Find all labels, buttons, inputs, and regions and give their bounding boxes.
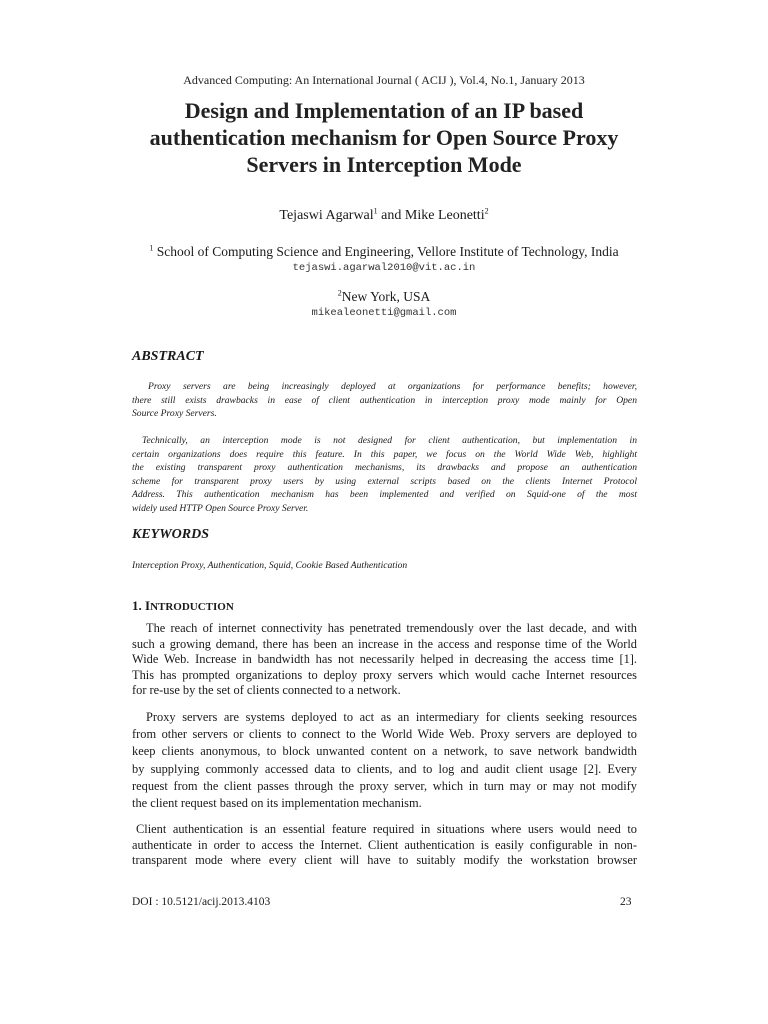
text-line: by supplying commonly accessed data to clients, and to log and audit client usage [2]. Every	[132, 761, 637, 776]
text-line: the existing transparent proxy authentication mechanisms, its drawbacks and propose an authentication	[132, 462, 637, 474]
doi-footer: DOI : 10.5121/acij.2013.4103	[132, 896, 271, 908]
keywords-heading: KEYWORDS	[132, 527, 210, 542]
title-line: authentication mechanism for Open Source Proxy	[149, 125, 619, 150]
text-line: request from the client passes through the proxy server, which in turn may or may not modify	[132, 778, 637, 793]
affiliation	[0, 289, 768, 305]
text-line: scheme for transparent proxy users by using external scripts based on the clients Internet Protocol	[132, 475, 637, 487]
affiliation-mark: 1	[149, 243, 154, 253]
abstract-paragraph	[132, 434, 637, 516]
author-affiliation-mark: 2	[484, 206, 489, 216]
author-affiliation-mark: 1	[373, 206, 378, 216]
abstract-paragraph	[132, 380, 637, 421]
author-email: tejaswi.agarwal2010@vit.ac.in	[292, 262, 476, 274]
text-line: This has prompted organizations to deploy proxy servers which would cache Internet resources	[132, 667, 637, 682]
author-name: Mike Leonetti	[404, 208, 485, 223]
body-paragraph	[132, 709, 637, 812]
text-line: Client authentication is an essential feature required in situations where users would need to	[136, 822, 637, 836]
text-line: from other servers or clients to connect to the World Wide Web. Proxy servers are deployed to	[132, 727, 637, 742]
section-heading	[132, 598, 234, 614]
affiliation-mark: 2	[337, 288, 342, 298]
journal-header: Advanced Computing: An International Journal ( ACIJ ), Vol.4, No.1, January 2013	[183, 73, 585, 87]
abstract-heading: ABSTRACT	[132, 349, 204, 364]
keywords-list: Interception Proxy, Authentication, Squid, Cookie Based Authentication	[132, 560, 408, 571]
text-line: such a growing demand, there has been an increase in the access and response time of the World	[132, 636, 637, 651]
text-line: certain organizations does require this feature. In this paper, we focus on the World Wide Web, highlight	[132, 448, 637, 460]
text-line: Proxy servers are being increasingly deployed at organizations for performance benefits; however,	[148, 381, 637, 392]
text-line: transparent mode where every client will have to suitably modify the workstation browser	[132, 853, 637, 867]
text-line: Technically, an interception mode is not designed for client authentication, but implementation in	[142, 435, 637, 446]
section-title: NTRODUCTION	[150, 601, 234, 613]
text-line: Source Proxy Servers.	[132, 408, 217, 420]
affiliation-text: New York, USA	[341, 289, 431, 304]
text-line: the client request based on its implementation mechanism.	[132, 796, 422, 811]
body-paragraph	[132, 621, 637, 699]
text-line: there still exists drawbacks in ease of client authentication in interception proxy mode mainly for Open	[132, 394, 637, 406]
affiliation	[0, 244, 768, 260]
text-line: Wide Web. Increase in bandwidth has not necessarily helped in decreasing the access time [1].	[132, 652, 637, 666]
body-paragraph	[132, 822, 637, 869]
affiliation-text: School of Computing Science and Engineering, Vellore Institute of Technology, India	[153, 244, 619, 259]
text-line: Address. This authentication mechanism has been implemented and verified on Squid-one of the most	[132, 489, 637, 501]
title-line: Servers in Interception Mode	[246, 152, 522, 177]
title-line: Design and Implementation of an IP based	[184, 98, 584, 123]
text-line: Proxy servers are systems deployed to act as an intermediary for clients seeking resources	[146, 710, 637, 724]
paper-title	[110, 97, 658, 178]
text-line: widely used HTTP Open Source Proxy Server.	[132, 502, 309, 514]
author-name: Tejaswi Agarwal	[279, 208, 374, 223]
section-number: 1. I	[132, 598, 151, 613]
text-line: The reach of internet connectivity has penetrated tremendously over the last decade, and with	[146, 621, 637, 635]
author-list	[0, 208, 768, 224]
text-line: authenticate in order to access the Internet. Client authentication is easily configurable in non-	[132, 837, 637, 852]
text-line: keep clients anonymous, to block unwanted content on a network, to save network bandwidth	[132, 744, 637, 759]
author-conjunction: and	[377, 208, 405, 223]
author-email: mikealeonetti@gmail.com	[311, 307, 457, 319]
text-line: for re-use by the set of clients connected to a network.	[132, 683, 401, 697]
page-number: 23	[620, 896, 632, 908]
